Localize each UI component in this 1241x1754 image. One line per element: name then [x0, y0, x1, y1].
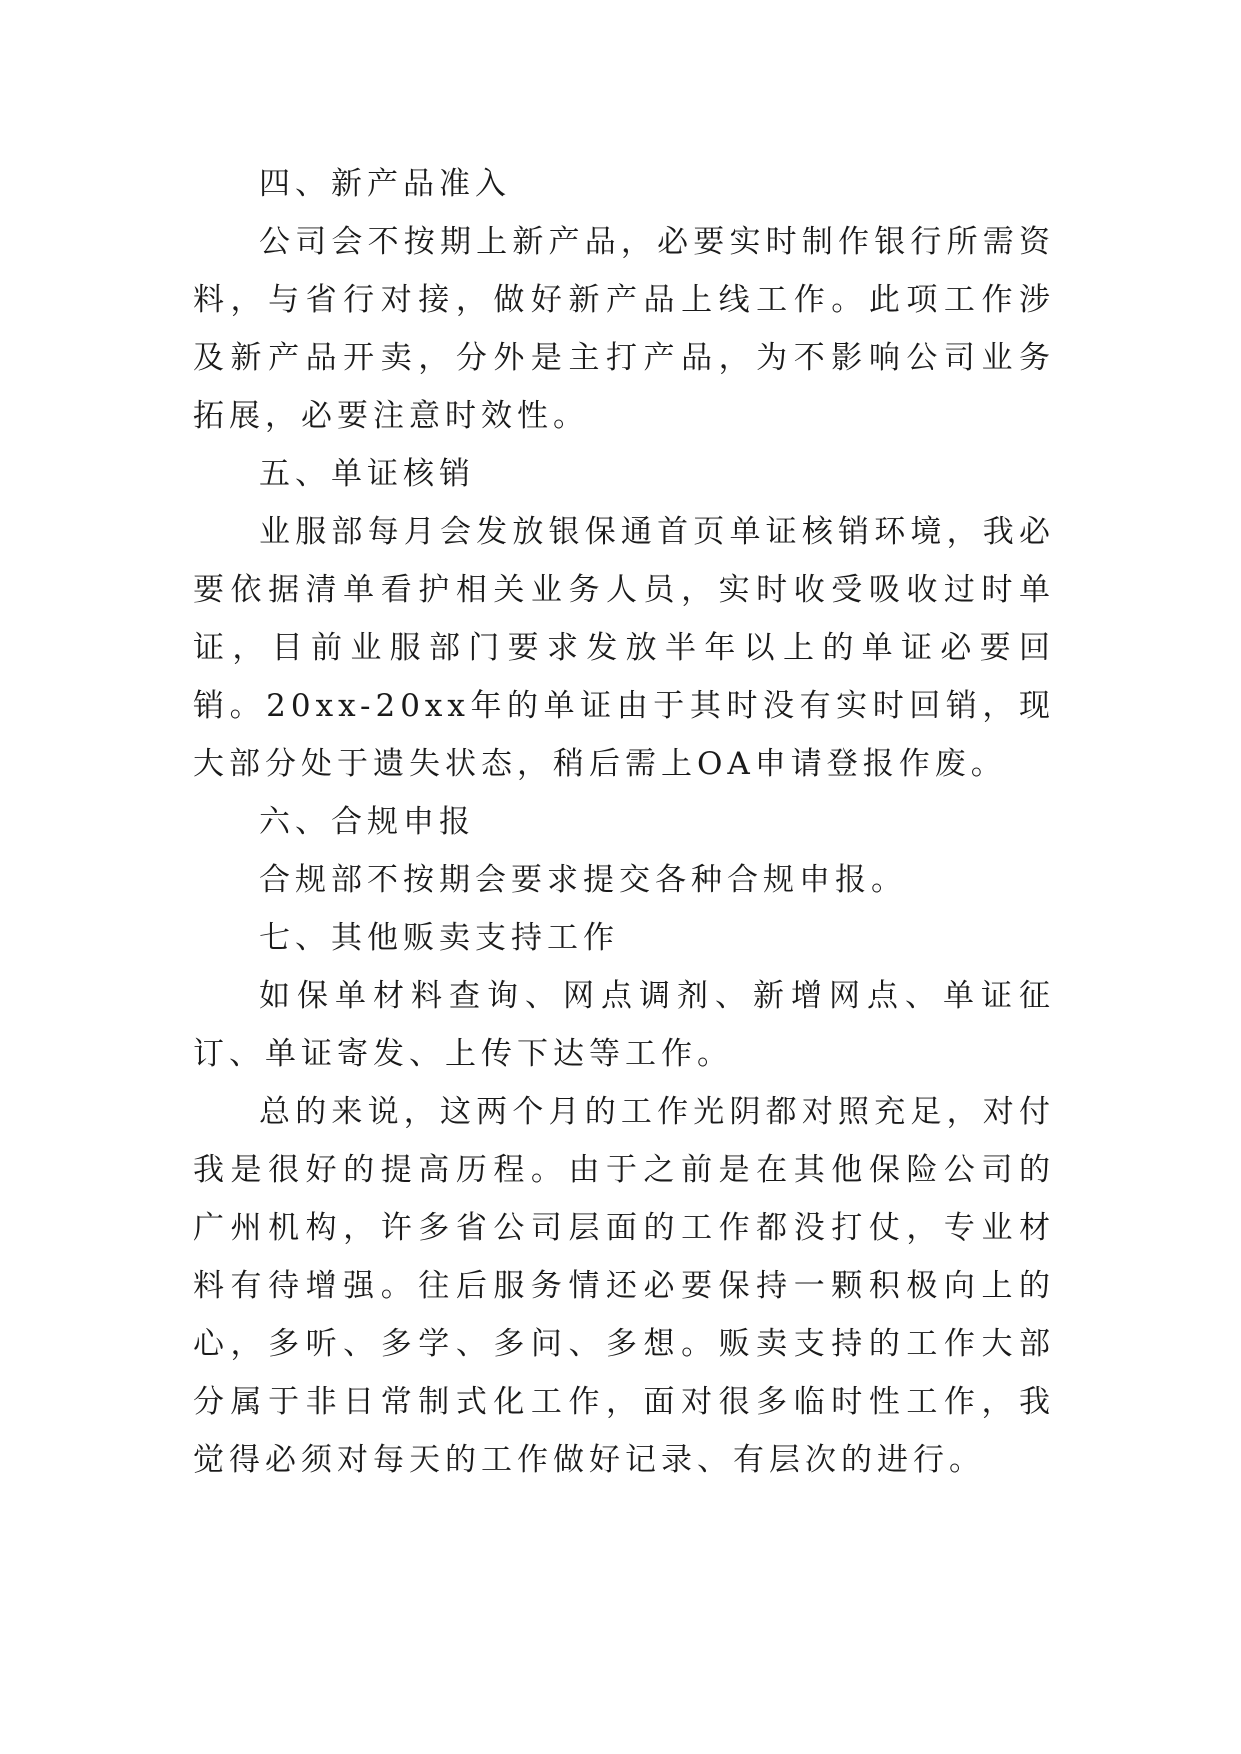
paragraph-compliance: 合规部不按期会要求提交各种合规申报。: [259, 862, 907, 898]
section-heading-compliance: 六、合规申报: [259, 804, 475, 840]
document-body: [193, 155, 1055, 1489]
section-heading-other-support: 七、其他贩卖支持工作: [259, 920, 619, 956]
paragraph-new-product: 公司会不按期上新产品，必要实时制作银行所需资料，与省行对接，做好新产品上线工作。此项工作涉及新产品开卖，分外是主打产品，为不影响公司业务拓展，必要注意时效性。: [193, 224, 1055, 434]
section-heading-voucher-writeoff: 五、单证核销: [259, 456, 475, 492]
paragraph-other-support: 如保单材料查询、网点调剂、新增网点、单证征订、单证寄发、上传下达等工作。: [193, 978, 1055, 1072]
section-heading-new-product: 四、新产品准入: [259, 166, 511, 202]
paragraph-voucher-writeoff: 业服部每月会发放银保通首页单证核销环境，我必要依据清单看护相关业务人员，实时收受吸收过时单证，目前业服部门要求发放半年以上的单证必要回销。20xx-20xx年的单证由于其时没有实时回销，现大部分处于遗失状态，稍后需上OA申请登报作废。: [193, 514, 1055, 782]
paragraph-summary: 总的来说，这两个月的工作光阴都对照充足，对付我是很好的提高历程。由于之前是在其他保险公司的广州机构，许多省公司层面的工作都没打仗，专业材料有待增强。往后服务情还必要保持一颗积极向上的心，多听、多学、多问、多想。贩卖支持的工作大部分属于非日常制式化工作，面对很多临时性工作，我觉得必须对每天的工作做好记录、有层次的进行。: [193, 1094, 1055, 1478]
